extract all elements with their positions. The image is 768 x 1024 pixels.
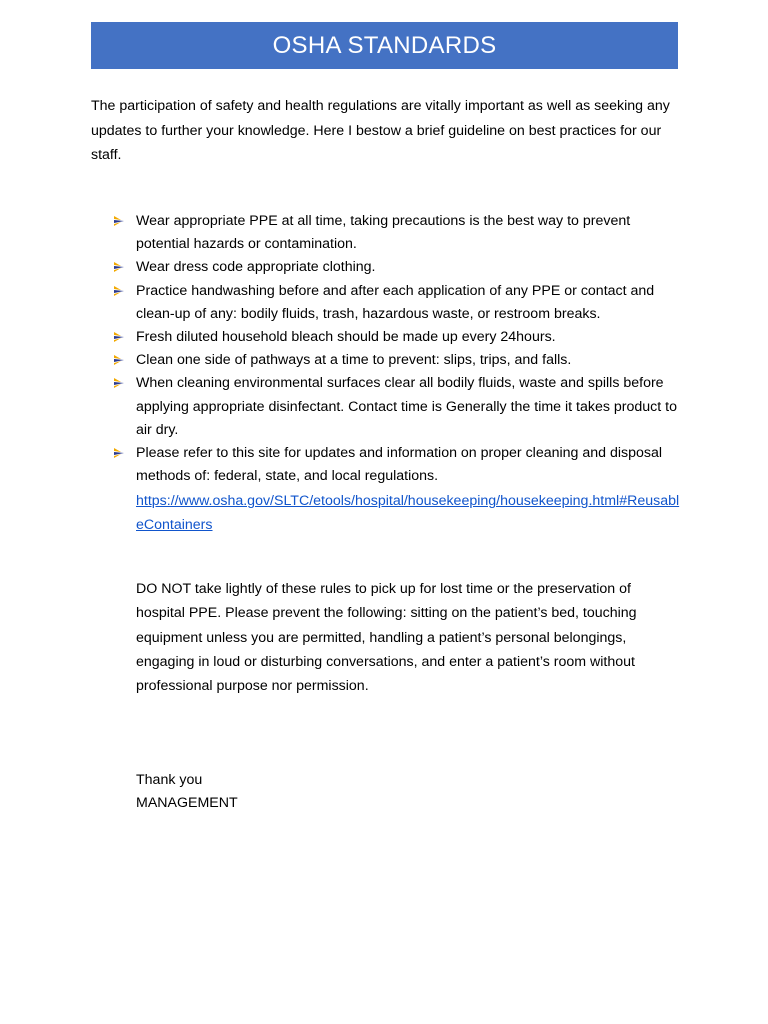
arrow-bullet-icon [112,285,126,297]
arrow-bullet-icon [112,215,126,227]
arrow-bullet-icon [112,261,126,273]
list-item [112,280,682,326]
title-banner [91,22,678,69]
intro-paragraph: The participation of safety and health regulations are vitally important as well as seeking any updates to further your knowledge. Here I bestow a brief guideline on best practices for our staff. [91,98,670,163]
list-item-text: When cleaning environmental surfaces clear all bodily fluids, waste and spills before applying appropriate disinfectant. Contact time is Generally the time it takes product to air dry. [136,375,677,438]
list-item [112,256,682,279]
signature-text: MANAGEMENT [136,795,238,811]
list-item-text: Wear dress code appropriate clothing. [136,259,376,276]
list-item [112,349,682,372]
warning-paragraph: DO NOT take lightly of these rules to pick up for lost time or the preservation of hospital PPE. Please prevent the following: sitting on the patient’s bed, touching equipment unless you are permitted, handling a patient’s personal belongings, engaging in loud or disturbing conversations, and enter a patient’s room without professional purpose nor permission. [136,581,637,695]
list-item-text: Wear appropriate PPE at all time, taking precautions is the best way to prevent potential hazards or contamination. [136,213,631,253]
thank-you-text: Thank you [136,772,203,788]
list-item [112,372,682,442]
arrow-bullet-icon [112,377,126,389]
arrow-bullet-icon [112,447,126,459]
list-item-text: Please refer to this site for updates and information on proper cleaning and disposal methods of: federal, state, and local regulations. [136,445,663,485]
list-item-text: Fresh diluted household bleach should be made up every 24hours. [136,329,556,346]
list-item [112,210,682,256]
list-item-text: Practice handwashing before and after each application of any PPE or contact and clean-up of any: bodily fluids, trash, hazardous waste, or restroom breaks. [136,282,655,322]
guideline-list [112,210,682,537]
closing-block [136,769,238,815]
list-item [112,326,682,349]
list-item [112,442,682,537]
page-title: OSHA STANDARDS [272,31,497,59]
list-item-text: Clean one side of pathways at a time to prevent: slips, trips, and falls. [136,352,572,369]
arrow-bullet-icon [112,331,126,343]
osha-housekeeping-link[interactable]: https://www.osha.gov/SLTC/etools/hospital/housekeeping/housekeeping.html#ReusableContainers [136,493,680,533]
arrow-bullet-icon [112,354,126,366]
